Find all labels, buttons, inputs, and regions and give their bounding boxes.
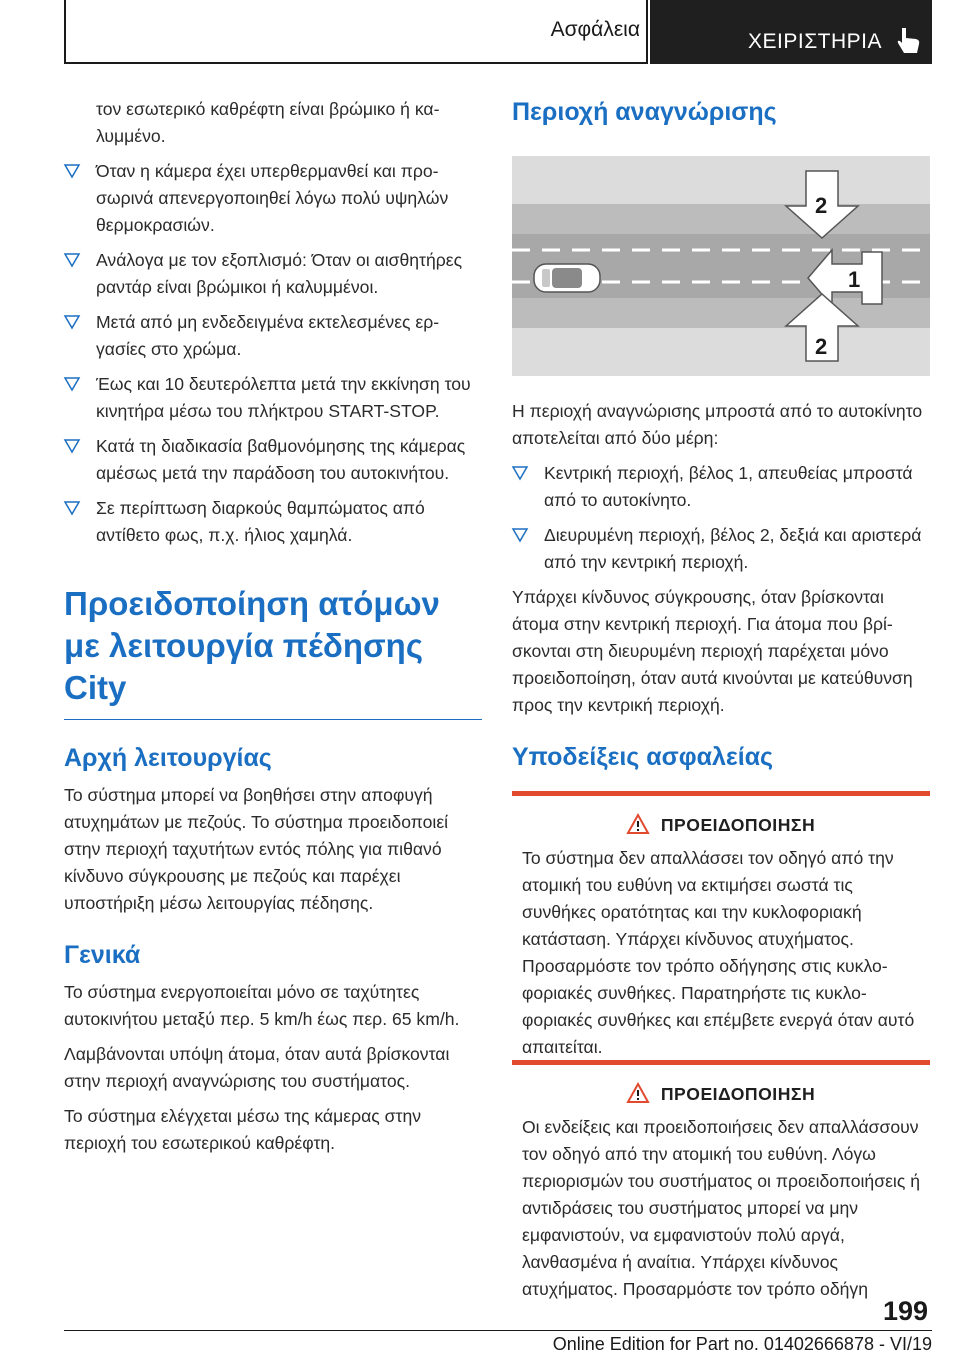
warning-header [522,812,920,839]
list-item [64,158,482,239]
warning-box-2-container [512,1060,930,1299]
triangle-bullet-icon [64,164,80,178]
warning-header [522,1081,920,1108]
pointing-hand-icon [894,26,924,56]
principle-paragraph: Το σύστημα μπορεί να βοηθήσει στην αποφυγή ατυχημάτων με πεζούς. Το σύστημα προειδοποιεί στην περιοχή ταχυτήτων εντός πόλης για πιθανό κίνδυνο σύγκρουσης με πεζούς και παρέχει υποστήριξη μέσω λειτουργίας πέδησης. [64,785,449,913]
warning-title: ΠΡΟΕΙΔΟΠΟΙΗΣΗ [660,815,816,835]
triangle-bullet-icon [64,315,80,329]
list-item-text: Μετά από μη ενδεδειγμένα εκτελεσμένες εργασίες στο χρώμα. [96,312,440,359]
list-item-text: Κεντρική περιοχή, βέλος 1, απευθείας μπροστά από το αυτοκίνητο. [544,463,913,510]
list-item [64,309,482,363]
principle-heading: Αρχή λειτουργίας [64,744,272,772]
triangle-bullet-icon [64,439,80,453]
detection-heading: Περιοχή αναγνώρισης [512,98,777,126]
footer-divider [64,1330,932,1331]
list-item [512,522,930,576]
header-section-title: Ασφάλεια [550,18,640,41]
list-continuation: τον εσωτερικό καθρέφτη είναι βρώμικο ή καλυμμένο. [96,99,440,146]
left-column [64,96,482,1165]
list-item-text: Όταν η κάμερα έχει υπερθερμανθεί και προσωρινά απενεργοποιηθεί λόγω πολύ υψηλών θερμοκρασιών. [96,161,449,235]
warning-title: ΠΡΟΕΙΔΟΠΟΙΗΣΗ [660,1084,816,1104]
warning-text: Οι ενδείξεις και προειδοποιήσεις δεν απαλλάσσουν τον οδηγό από την ατομική του ευθύνη. Λόγω περιορισμών του συστήματος οι προειδοποιήσεις ή αντιδράσεις του συστήματος μπορεί να μην εμφανιστούν, να εμφανιστούν πολύ αργά, λανθασμένα ή αναίτια. Υπάρχει κίνδυνος ατυχήματος. Προσαρμόστε τον τρόπο οδήγη [522,1117,920,1299]
general-heading: Γενικά [64,941,141,969]
safety-hints-heading: Υποδείξεις ασφαλείας [512,743,774,771]
triangle-bullet-icon [64,377,80,391]
section-title: Προειδοποίηση ατόμων με λειτουργία πέδησης City [64,583,482,720]
triangle-bullet-icon [512,528,528,542]
list-item-text: Σε περίπτωση διαρκούς θαμπώματος από αντίθετο φως, π.χ. ήλιος χαμηλά. [96,498,425,545]
right-column [512,96,930,1071]
triangle-bullet-icon [64,253,80,267]
footer-edition: Online Edition for Part no. 01402666878 - VI/19 [552,1334,932,1354]
warning-box [512,791,930,1071]
list-item [512,460,930,514]
list-item [64,247,482,301]
header-chapter-title: ΧΕΙΡΙΣΤΗΡΙΑ [748,30,883,53]
triangle-bullet-icon [64,501,80,515]
arrow-label-bottom: 2 [815,334,828,359]
warning-box [512,1060,930,1313]
general-paragraph: Λαμβάνονται υπόψη άτομα, όταν αυτά βρίσκονται στην περιοχή αναγνώρισης του συστήματος. [64,1044,450,1091]
list-item-text: Κατά τη διαδικασία βαθμονόμησης της κάμερας αμέσως μετά την παράδοση του αυτοκινήτου. [96,436,466,483]
list-item [64,433,482,487]
arrow-label-center: 1 [848,267,861,292]
warning-text: Το σύστημα δεν απαλλάσσει τον οδηγό από την ατομική του ευθύνη να εκτιμήσει σωστά τις συνθήκες ορατότητας και την κυκλοφοριακή κατάσταση. Υπάρχει κίνδυνος ατυχήματος. Προσαρμόστε τον τρόπο οδήγησης στις κυκλοφοριακές συνθήκες. Παρατηρήστε τις κυκλοφοριακές συνθήκες και επέμβετε ενεργά όταν αυτό απαιτείται. [522,848,915,1057]
page-number: 199 [882,1296,928,1326]
triangle-bullet-icon [512,466,528,480]
list-item [64,495,482,549]
car-icon [534,264,600,292]
general-paragraph: Το σύστημα ελέγχεται μέσω της κάμερας στην περιοχή του εσωτερικού καθρέφτη. [64,1106,422,1153]
general-paragraph: Το σύστημα ενεργοποιείται μόνο σε ταχύτητες αυτοκινήτου μεταξύ περ. 5 km/h έως περ. 65 km/h. [64,982,460,1029]
list-item-text: Διευρυμένη περιοχή, βέλος 2, δεξιά και αριστερά από την κεντρική περιοχή. [544,525,922,572]
risk-paragraph: Υπάρχει κίνδυνος σύγκρουσης, όταν βρίσκονται άτομα στην κεντρική περιοχή. Για άτομα που βρίσκονται στη διευρυμένη περιοχή παρέχεται μόνο προειδοποίηση, όταν αυτά κινούνται με κατεύθυνση προς την κεντρική περιοχή. [512,587,913,715]
list-item [64,371,482,425]
list-item-text: Ανάλογα με τον εξοπλισμό: Όταν οι αισθητήρες ραντάρ είναι βρώμικοι ή καλυμμένοι. [96,250,463,297]
list-item-text: Έως και 10 δευτερόλεπτα μετά την εκκίνηση του κινητήρα μέσω του πλήκτρου START-STOP. [96,374,471,421]
detection-paragraph: Η περιοχή αναγνώρισης μπροστά από το αυτοκίνητο αποτελείται από δύο μέρη: [512,401,923,448]
warning-triangle-icon [627,814,649,834]
warning-triangle-icon [627,1083,649,1103]
arrow-label-top: 2 [815,193,828,218]
detection-area-figure [512,156,930,376]
